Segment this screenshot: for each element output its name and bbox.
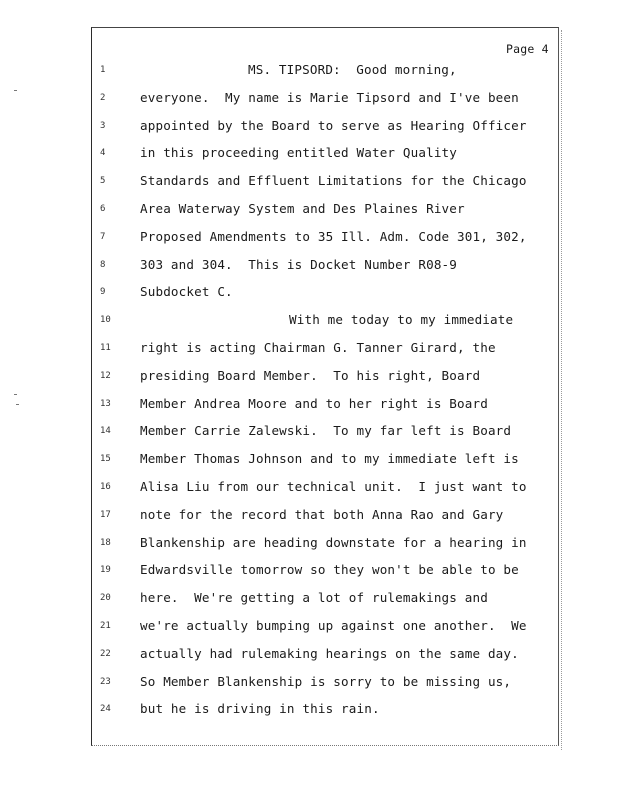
line-text: Area Waterway System and Des Plaines River xyxy=(140,201,465,216)
transcript-line xyxy=(0,535,618,553)
line-number: 2 xyxy=(100,92,106,103)
line-number: 3 xyxy=(100,120,106,131)
line-number: 10 xyxy=(100,315,111,326)
transcript-line xyxy=(0,618,618,636)
transcript-line xyxy=(0,118,618,136)
transcript-line xyxy=(0,562,618,580)
transcript-line xyxy=(0,145,618,163)
transcript-line xyxy=(0,368,618,386)
line-number: 18 xyxy=(100,537,111,548)
line-text: Member Andrea Moore and to her right is Board xyxy=(140,395,488,411)
line-number: 9 xyxy=(100,287,106,298)
transcript-line xyxy=(0,340,618,358)
line-number: 11 xyxy=(100,343,111,353)
line-number: 21 xyxy=(100,621,111,631)
line-number: 24 xyxy=(100,704,111,715)
line-number: 12 xyxy=(100,370,111,381)
line-number: 14 xyxy=(100,426,111,437)
transcript-line xyxy=(0,451,618,469)
line-number: 23 xyxy=(100,676,111,687)
line-text: So Member Blankenship is sorry to be missing us, xyxy=(140,673,512,689)
transcript-line xyxy=(0,507,618,525)
line-number: 16 xyxy=(100,482,111,492)
line-text: everyone. My name is Marie Tipsord and I've been xyxy=(140,89,519,105)
line-text: Member Carrie Zalewski. To my far left is Board xyxy=(140,423,512,439)
line-text: Subdocket C. xyxy=(140,284,233,300)
transcript-line xyxy=(0,90,618,108)
transcript-line xyxy=(0,284,618,302)
line-text: here. We're getting a lot of rulemakings and xyxy=(140,590,488,606)
line-number: 5 xyxy=(100,176,106,187)
transcript-line xyxy=(0,396,618,414)
line-text: Blankenship are heading downstate for a hearing in xyxy=(140,534,527,550)
line-text: appointed by the Board to serve as Hearing Officer xyxy=(140,117,527,133)
line-text: presiding Board Member. To his right, Board xyxy=(140,367,481,383)
line-text: With me today to my immediate xyxy=(289,312,514,328)
transcript-line xyxy=(0,229,618,247)
line-number: 7 xyxy=(100,231,106,242)
transcript-line xyxy=(0,173,618,191)
line-text: Alisa Liu from our technical unit. I just want to xyxy=(140,479,527,494)
line-text: Proposed Amendments to 35 Ill. Adm. Code 301, 302, xyxy=(140,228,527,244)
line-number: 22 xyxy=(100,648,111,659)
line-number: 15 xyxy=(100,454,111,465)
line-text: in this proceeding entitled Water Quality xyxy=(140,145,458,161)
line-number: 8 xyxy=(100,259,106,270)
transcript-line xyxy=(0,479,618,497)
transcript-line xyxy=(0,201,618,219)
transcript-line xyxy=(0,62,618,80)
line-number: 19 xyxy=(100,565,111,576)
transcript-line xyxy=(0,701,618,719)
line-number: 4 xyxy=(100,148,106,159)
transcript-line xyxy=(0,312,618,330)
transcript-line xyxy=(0,423,618,441)
page-number: Page 4 xyxy=(506,42,549,56)
line-text: Member Thomas Johnson and to my immediate left is xyxy=(140,451,519,467)
line-text: Edwardsville tomorrow so they won't be able to be xyxy=(140,562,519,578)
line-text: right is acting Chairman G. Tanner Girard, the xyxy=(140,340,496,355)
line-number: 1 xyxy=(100,65,106,75)
line-text: but he is driving in this rain. xyxy=(140,701,380,717)
line-text: note for the record that both Anna Rao and Gary xyxy=(140,506,504,522)
line-text: 303 and 304. This is Docket Number R08-9 xyxy=(140,256,458,272)
transcript-line xyxy=(0,674,618,692)
transcript-line xyxy=(0,257,618,275)
line-text: MS. TIPSORD: Good morning, xyxy=(248,62,457,77)
transcript-line xyxy=(0,646,618,664)
line-text: Standards and Effluent Limitations for the Chicago xyxy=(140,173,527,189)
line-number: 20 xyxy=(100,593,111,604)
line-text: actually had rulemaking hearings on the same day. xyxy=(140,645,519,661)
line-number: 17 xyxy=(100,509,111,520)
transcript-line xyxy=(0,590,618,608)
line-text: we're actually bumping up against one another. We xyxy=(140,618,527,633)
line-number: 6 xyxy=(100,204,106,214)
line-number: 13 xyxy=(100,398,111,409)
